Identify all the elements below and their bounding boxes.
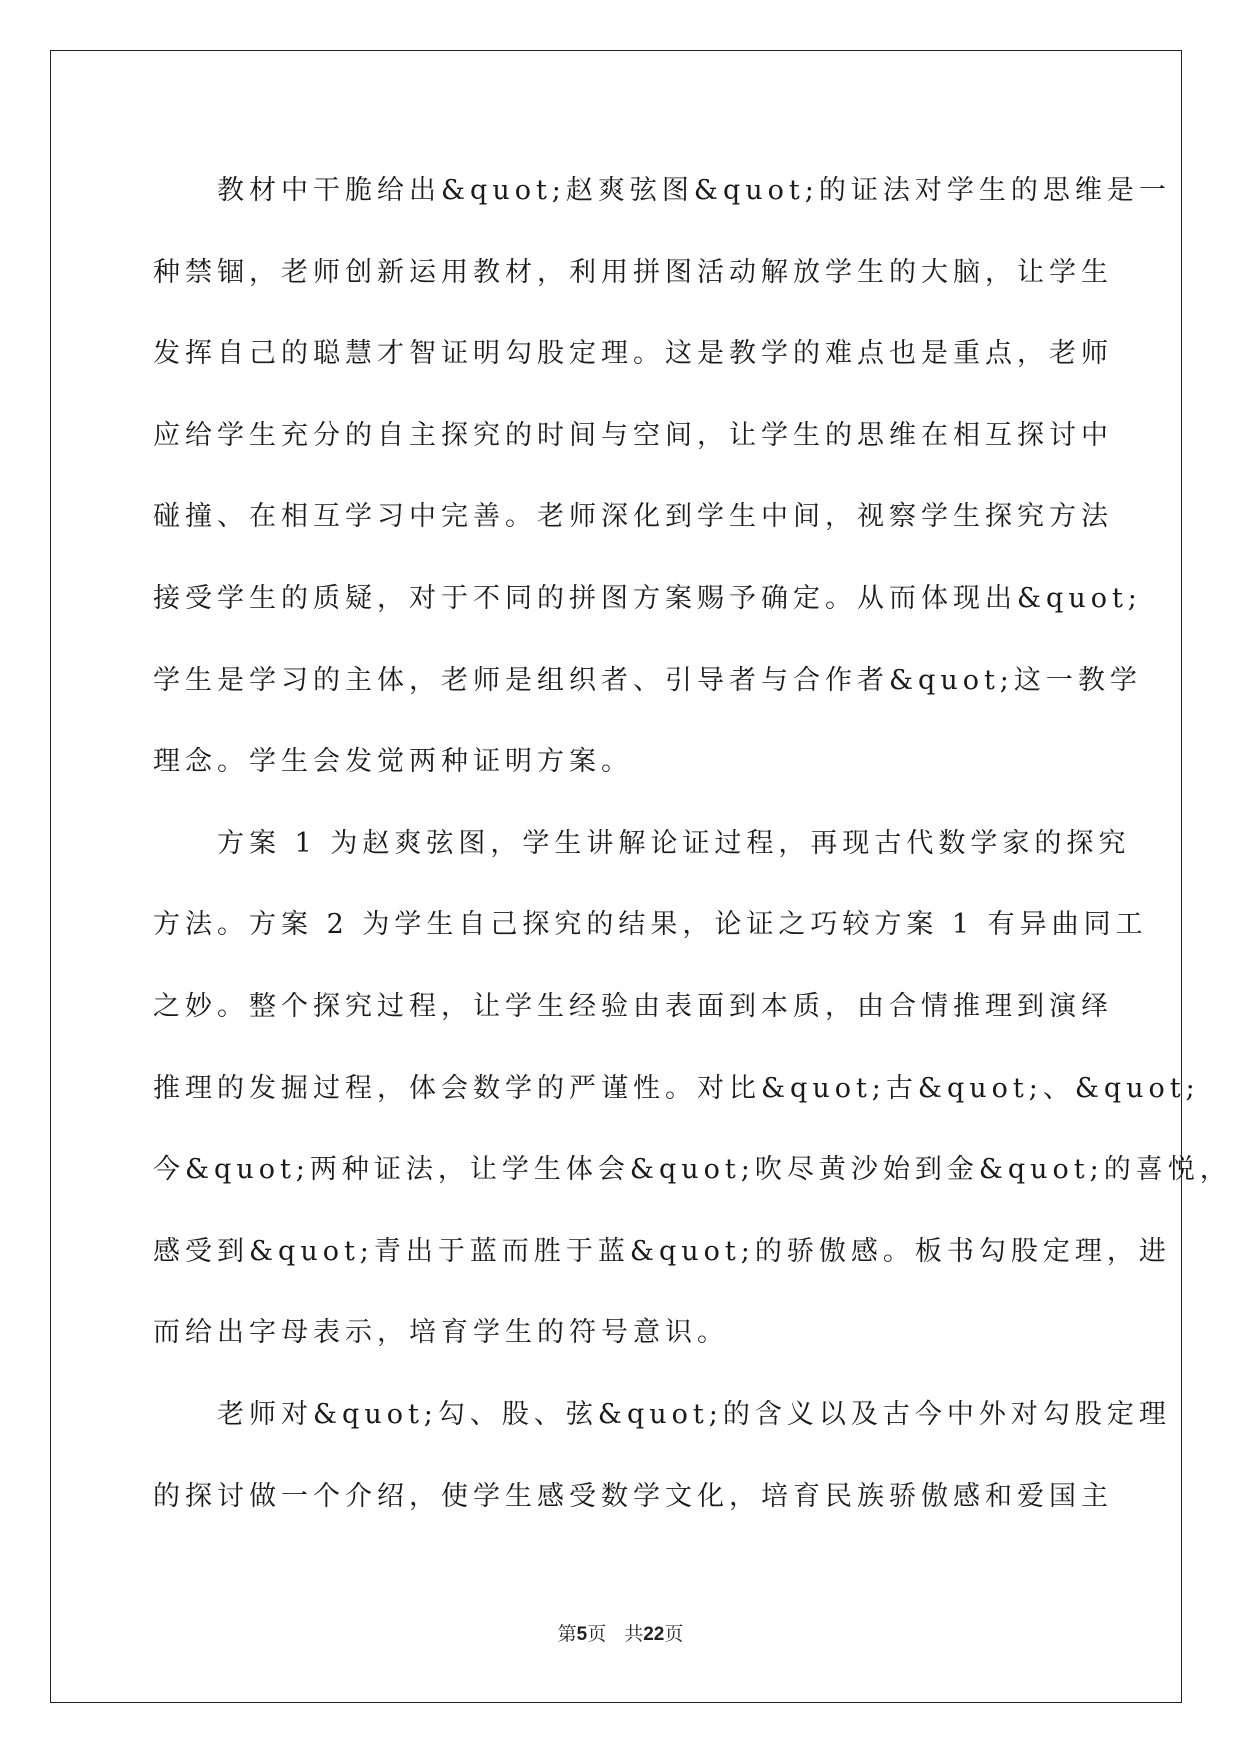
text-line: 而给出字母表示，培育学生的符号意识。 bbox=[153, 1317, 729, 1349]
text-line: 应给学生充分的自主探究的时间与空间，让学生的思维在相互探讨中 bbox=[153, 419, 1113, 451]
text-line: 的探讨做一个介绍，使学生感受数学文化，培育民族骄傲感和爱国主 bbox=[153, 1480, 1113, 1512]
page-prefix: 第 bbox=[557, 1623, 577, 1645]
document-body bbox=[153, 150, 1232, 1537]
text-line: 理念。学生会发觉两种证明方案。 bbox=[153, 746, 633, 778]
text-line: 感受到&quot;青出于蓝而胜于蓝&quot;的骄傲感。板书勾股定理，进 bbox=[153, 1235, 1171, 1267]
page-footer bbox=[0, 1619, 1241, 1646]
text-line: 今&quot;两种证法，让学生体会&quot;吹尽黄沙始到金&quot;的喜悦， bbox=[153, 1154, 1232, 1186]
total-suffix: 页 bbox=[664, 1623, 684, 1645]
text-line: 教材中干脆给出&quot;赵爽弦图&quot;的证法对学生的思维是一 bbox=[153, 175, 1171, 206]
text-line: 碰撞、在相互学习中完善。老师深化到学生中间，视察学生探究方法 bbox=[153, 501, 1113, 533]
text-line: 种禁锢，老师创新运用教材，利用拼图活动解放学生的大脑，让学生 bbox=[153, 256, 1113, 288]
text-line: 接受学生的质疑，对于不同的拼图方案赐予确定。从而体现出&quot; bbox=[153, 582, 1142, 614]
text-line: 方法。方案 2 为学生自己探究的结果，论证之巧较方案 1 有异曲同工 bbox=[153, 909, 1148, 941]
text-line: 方案 1 为赵爽弦图，学生讲解论证过程，再现古代数学家的探究 bbox=[153, 827, 1131, 859]
text-line: 老师对&quot;勾、股、弦&quot;的含义以及古今中外对勾股定理 bbox=[153, 1398, 1171, 1430]
total-pages: 22 bbox=[643, 1624, 665, 1645]
page-suffix: 页 bbox=[587, 1623, 607, 1645]
text-line: 发挥自己的聪慧才智证明勾股定理。这是教学的难点也是重点，老师 bbox=[153, 338, 1113, 370]
text-line: 之妙。整个探究过程，让学生经验由表面到本质，由合情推理到演绎 bbox=[153, 990, 1113, 1022]
total-prefix: 共 bbox=[624, 1623, 644, 1645]
page-number: 5 bbox=[576, 1624, 588, 1645]
text-line: 推理的发掘过程，体会数学的严谨性。对比&quot;古&quot;、&quot; bbox=[153, 1072, 1200, 1104]
text-line: 学生是学习的主体，老师是组织者、引导者与合作者&quot;这一教学 bbox=[153, 664, 1142, 696]
